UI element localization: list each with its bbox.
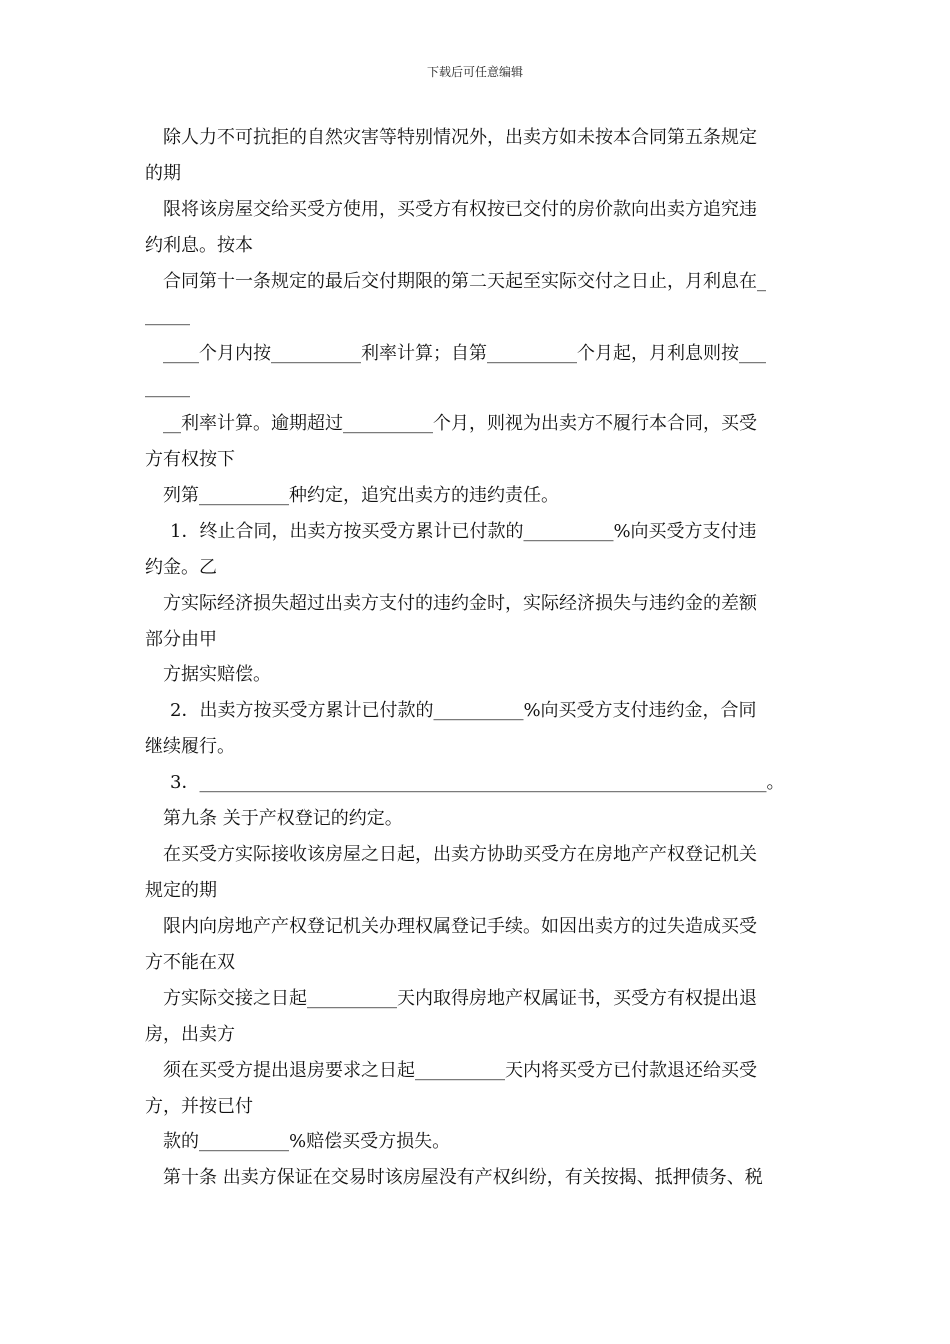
text-line: 继续履行。 — [145, 736, 235, 757]
text-line: 方有权按下 — [145, 449, 235, 470]
text-line: 除人力不可抗拒的自然灾害等特别情况外，出卖方如未按本合同第五条规定 — [163, 127, 757, 148]
text-line: 合同第十一条规定的最后交付期限的第二天起至实际交付之日止，月利息在_ — [163, 271, 766, 292]
text-line: 房，出卖方 — [145, 1024, 235, 1045]
text-line: 3．_______________________________________________________________。 — [170, 772, 785, 793]
text-line: _____ — [145, 305, 190, 326]
text-line: 部分由甲 — [145, 629, 217, 650]
text-line: 2．出卖方按买受方累计已付款的__________%向买受方支付违约金，合同 — [170, 700, 757, 721]
text-line: __利率计算。逾期超过__________个月，则视为出卖方不履行本合同，买受 — [163, 413, 757, 434]
text-line: 须在买受方提出退房要求之日起__________天内将买受方已付款退还给买受 — [163, 1060, 757, 1081]
text-line: 方，并按已付 — [145, 1096, 253, 1117]
text-line: 款的__________%赔偿买受方损失。 — [163, 1131, 451, 1152]
text-line: _____ — [145, 377, 190, 398]
text-line: 约利息。按本 — [145, 235, 253, 256]
text-line: 方据实赔偿。 — [163, 664, 271, 685]
text-line: 的期 — [145, 163, 181, 184]
text-line: 限内向房地产产权登记机关办理权属登记手续。如因出卖方的过失造成买受 — [163, 916, 757, 937]
text-line: 在买受方实际接收该房屋之日起，出卖方协助买受方在房地产产权登记机关 — [163, 844, 757, 865]
text-line: 方实际经济损失超过出卖方支付的违约金时，实际经济损失与违约金的差额 — [163, 593, 757, 614]
text-line: ____个月内按__________利率计算；自第__________个月起，月利息则按___ — [163, 343, 766, 364]
text-line: 方不能在双 — [145, 952, 235, 973]
text-line: 第九条 关于产权登记的约定。 — [163, 808, 403, 829]
text-line: 约金。乙 — [145, 557, 217, 578]
text-line: 限将该房屋交给买受方使用，买受方有权按已交付的房价款向出卖方追究违 — [163, 199, 757, 220]
text-line: 方实际交接之日起__________天内取得房地产权属证书，买受方有权提出退 — [163, 988, 757, 1009]
page-header: 下载后可任意编辑 — [426, 65, 523, 79]
text-line: 列第__________种约定，追究出卖方的违约责任。 — [163, 485, 559, 506]
text-line: 规定的期 — [145, 880, 217, 901]
text-line: 第十条 出卖方保证在交易时该房屋没有产权纠纷，有关按揭、抵押债务、税 — [163, 1167, 763, 1188]
text-line: 1．终止合同，出卖方按买受方累计已付款的__________%向买受方支付违 — [170, 521, 757, 542]
